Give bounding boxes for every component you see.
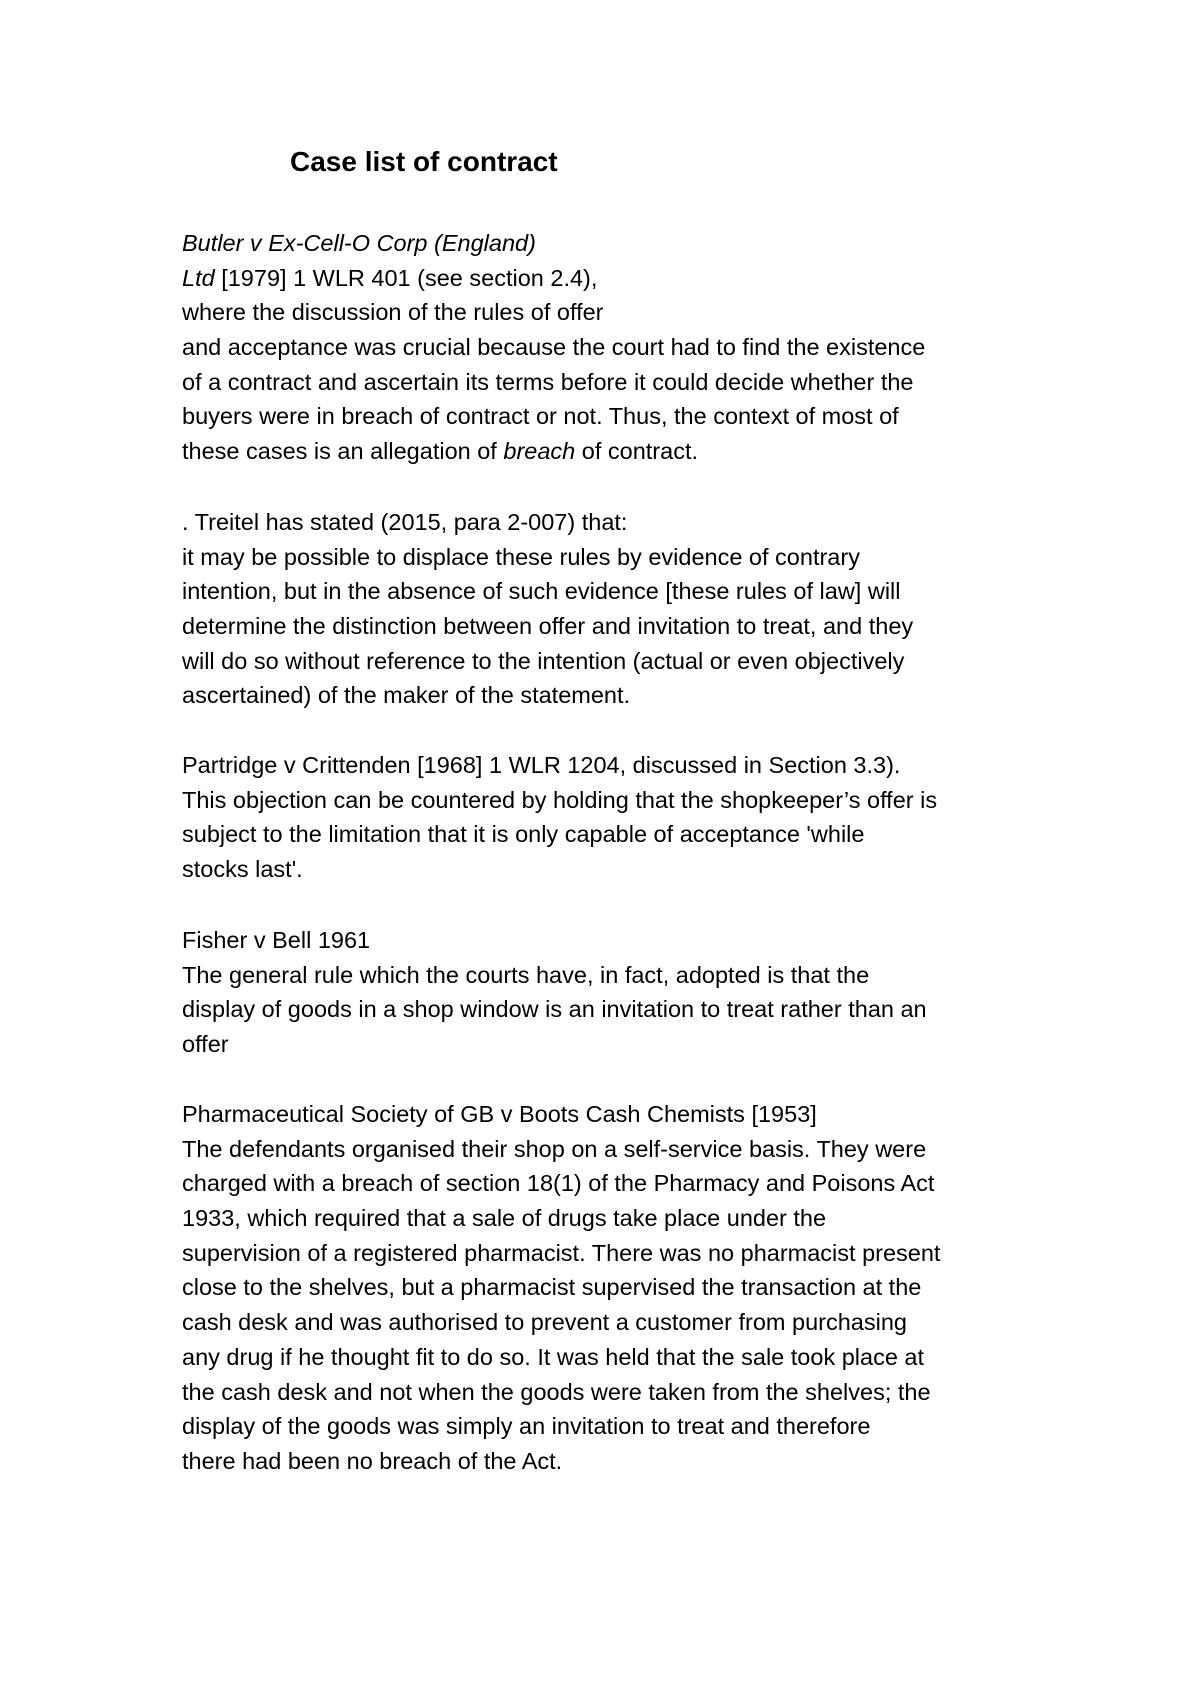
case-heading: Butler v Ex-Cell-O Corp (England) xyxy=(182,230,536,256)
case-butler xyxy=(182,226,1082,469)
text-fragment: of contract. xyxy=(581,438,699,465)
text-line: charged with a breach of section 18(1) of the Pharmacy and Poisons Act xyxy=(182,1170,935,1197)
text-line: intention, but in the absence of such evidence [these rules of law] will xyxy=(182,578,901,605)
text-fragment: these cases is an allegation of xyxy=(182,438,497,465)
text-line: there had been no breach of the Act. xyxy=(182,1447,563,1474)
text-line: The general rule which the courts have, in fact, adopted is that the xyxy=(182,961,870,988)
text-line: buyers were in breach of contract or not. Thus, the context of most of xyxy=(182,403,899,430)
text-line: 1933, which required that a sale of drugs take place under the xyxy=(182,1205,827,1232)
breach-italic: breach xyxy=(503,438,576,465)
text-line: ascertained) of the maker of the statement. xyxy=(182,682,631,709)
text-line: display of the goods was simply an invitation to treat and therefore xyxy=(182,1413,871,1440)
text-line: it may be possible to displace these rules by evidence of contrary xyxy=(182,543,860,570)
text-line: stocks last'. xyxy=(182,856,303,883)
case-partridge xyxy=(182,748,1082,887)
text-line: supervision of a registered pharmacist. There was no pharmacist present xyxy=(182,1239,941,1266)
case-heading: Pharmaceutical Society of GB v Boots Cash Chemists [1953] xyxy=(182,1101,817,1127)
text-line: display of goods in a shop window is an invitation to treat rather than an xyxy=(182,996,927,1023)
treitel-quote xyxy=(182,505,1082,713)
text-line xyxy=(182,261,1082,296)
case-boots xyxy=(182,1097,1082,1479)
ltd-italic: Ltd xyxy=(182,264,215,291)
text-line: subject to the limitation that it is only capable of acceptance 'while xyxy=(182,821,865,848)
text-line: . Treitel has stated (2015, para 2-007) that: xyxy=(182,509,628,535)
case-fisher xyxy=(182,923,1082,1062)
text-line: cash desk and was authorised to prevent a customer from purchasing xyxy=(182,1309,907,1336)
text-line: where the discussion of the rules of offer xyxy=(182,299,604,326)
text-line: This objection can be countered by holding that the shopkeeper’s offer is xyxy=(182,786,938,813)
text-line: offer xyxy=(182,1031,229,1058)
text-line: of a contract and ascertain its terms before it could decide whether the xyxy=(182,368,914,395)
document-title: Case list of contract xyxy=(290,146,558,177)
text-line: will do so without reference to the intention (actual or even objectively xyxy=(182,647,905,674)
case-heading: Fisher v Bell 1961 xyxy=(182,927,371,953)
text-line: determine the distinction between offer and invitation to treat, and they xyxy=(182,613,914,640)
case-heading: Partridge v Crittenden [1968] 1 WLR 1204, discussed in Section 3.3). xyxy=(182,752,901,778)
citation-text: [1979] 1 WLR 401 (see section 2.4), xyxy=(221,264,598,291)
text-line: any drug if he thought fit to do so. It was held that the sale took place at xyxy=(182,1343,925,1370)
text-line: The defendants organised their shop on a self-service basis. They were xyxy=(182,1135,927,1162)
text-line: the cash desk and not when the goods were taken from the shelves; the xyxy=(182,1378,931,1405)
text-line: close to the shelves, but a pharmacist supervised the transaction at the xyxy=(182,1274,922,1301)
text-line: and acceptance was crucial because the court had to find the existence xyxy=(182,334,926,361)
text-line xyxy=(182,434,1082,469)
